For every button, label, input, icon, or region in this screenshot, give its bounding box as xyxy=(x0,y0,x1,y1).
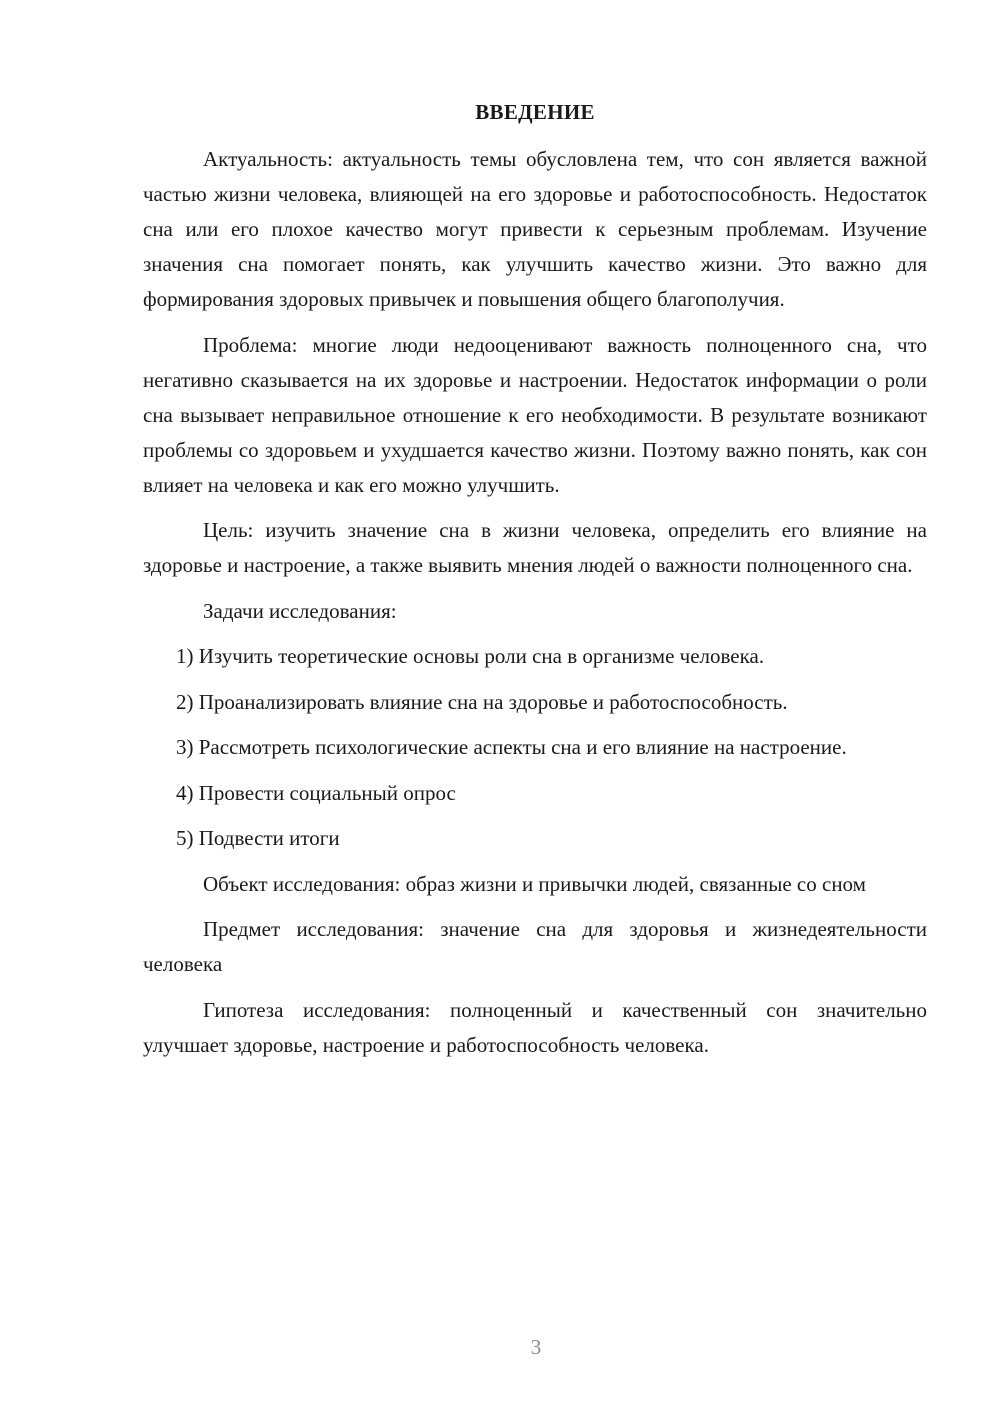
tasks-heading: Задачи исследования: xyxy=(203,598,397,623)
task-item-5: 5) Подвести итоги xyxy=(176,826,340,850)
task-item-1: 1) Изучить теоретические основы роли сна в организме человека. xyxy=(176,644,765,668)
task-item-3: 3) Рассмотреть психологические аспекты сна и его влияние на настроение. xyxy=(176,735,847,759)
goal-paragraph: Цель: изучить значение сна в жизни человека, определить его влияние на здоровье и настроение, а также выявить мнения людей о важности полноценного сна. xyxy=(143,518,927,577)
problem-paragraph: Проблема: многие люди недооценивают важность полноценного сна, что негативно сказывается на их здоровье и настроении. Недостаток информации о роли сна вызывает неправильное отношение к его необходимости. В результате возникают проблемы со здоровьем и ухудшается качество жизни. Поэтому важно понять, как сон влияет на человека и как его можно улучшить. xyxy=(143,332,927,497)
task-item-2: 2) Проанализировать влияние сна на здоровье и работоспособность. xyxy=(176,689,788,714)
subject-paragraph: Предмет исследования: значение сна для здоровья и жизнедеятельности человека xyxy=(143,917,927,976)
section-title: ВВЕДЕНИЕ xyxy=(475,100,595,124)
task-item-4: 4) Провести социальный опрос xyxy=(176,780,456,805)
document-body xyxy=(143,142,927,1073)
hypothesis-paragraph: Гипотеза исследования: полноценный и качественный сон значительно улучшает здоровье, настроение и работоспособность человека. xyxy=(143,997,927,1057)
relevance-paragraph: Актуальность: актуальность темы обусловлена тем, что сон является важной частью жизни человека, влияющей на его здоровье и работоспособность. Недостаток сна или его плохое качество могут привести к серьезным проблемам. Изучение значения сна помогает понять, как улучшить качество жизни. Это важно для формирования здоровых привычек и повышения общего благополучия. xyxy=(143,147,927,311)
object-paragraph: Объект исследования: образ жизни и привычки людей, связанные со сном xyxy=(203,871,866,896)
page-number: 3 xyxy=(530,1335,542,1359)
